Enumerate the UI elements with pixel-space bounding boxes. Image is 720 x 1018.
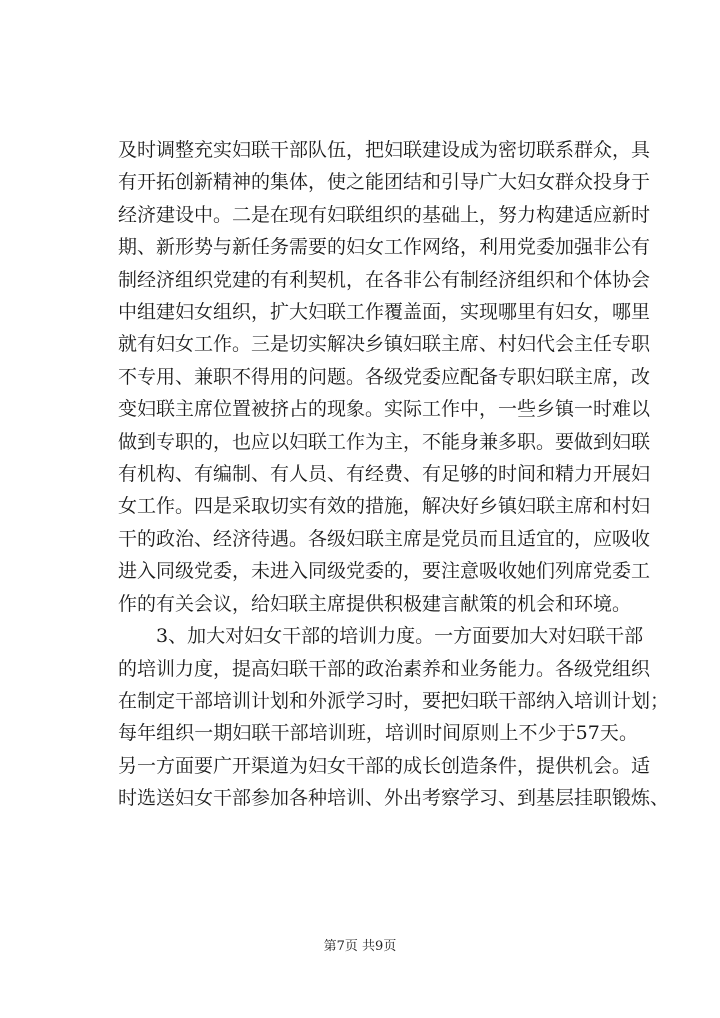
text-line: 制经济组织党建的有利契机，在各非公有制经济组织和个体协会 xyxy=(118,269,651,291)
text-line: 另一方面要广开渠道为妇女干部的成长创造条件，提供机会。适 xyxy=(118,755,651,777)
text-line: 经济建设中。二是在现有妇联组织的基础上，努力构建适应新时 xyxy=(118,204,651,226)
text-line: 在制定干部培训计划和外派学习时，要把妇联干部纳入培训计划； xyxy=(118,690,670,712)
text-line: 不专用、兼职不得用的问题。各级党委应配备专职妇联主席，改 xyxy=(118,366,651,388)
text-line: 的培训力度，提高妇联干部的政治素养和业务能力。各级党组织 xyxy=(118,658,651,680)
text-line: 作的有关会议，给妇联主席提供积极建言献策的机会和环境。 xyxy=(118,593,632,615)
text-line: 及时调整充实妇联干部队伍，把妇联建设成为密切联系群众，具 xyxy=(118,139,651,161)
page-number-footer: 第7页 共9页 xyxy=(323,939,397,954)
text-line: 有机构、有编制、有人员、有经费、有足够的时间和精力开展妇 xyxy=(118,463,651,485)
text-line: 就有妇女工作。三是切实解决乡镇妇联主席、村妇代会主任专职 xyxy=(118,333,651,355)
text-line: 女工作。四是采取切实有效的措施，解决好乡镇妇联主席和村妇 xyxy=(118,495,651,517)
text-line: 中组建妇女组织，扩大妇联工作覆盖面，实现哪里有妇女，哪里 xyxy=(118,301,651,323)
text-line: 每年组织一期妇联干部培训班，培训时间原则上不少于57天。 xyxy=(118,722,638,744)
text-line: 变妇联主席位置被挤占的现象。实际工作中，一些乡镇一时难以 xyxy=(118,398,651,420)
text-line: 期、新形势与新任务需要的妇女工作网络，利用党委加强非公有 xyxy=(118,236,651,258)
text-line: 进入同级党委，未进入同级党委的，要注意吸收她们列席党委工 xyxy=(118,560,651,582)
text-line: 做到专职的，也应以妇联工作为主，不能身兼多职。要做到妇联 xyxy=(118,431,651,453)
text-line: 时选送妇女干部参加各种培训、外出考察学习、到基层挂职锻炼、 xyxy=(118,787,670,809)
text-line: 干的政治、经济待遇。各级妇联主席是党员而且适宜的，应吸收 xyxy=(118,528,651,550)
paragraph-heading-line: 3、加大对妇女干部的培训力度。一方面要加大对妇联干部 xyxy=(156,625,644,647)
text-line: 有开拓创新精神的集体，使之能团结和引导广大妇女群众投身于 xyxy=(118,171,651,193)
